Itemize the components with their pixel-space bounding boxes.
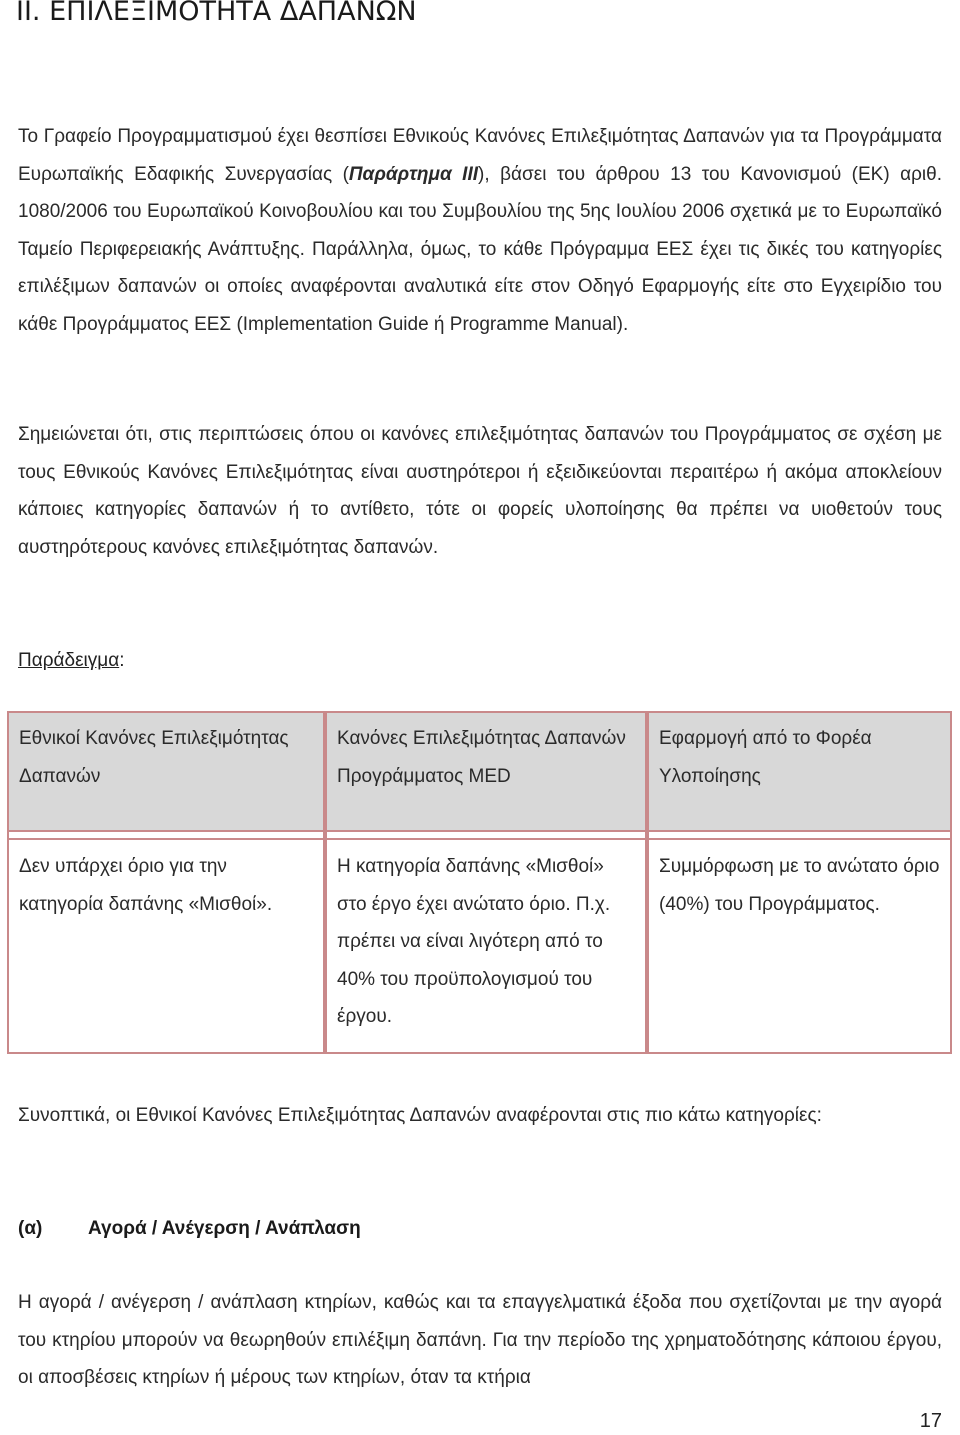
- example-label-text: Παράδειγμα: [18, 650, 120, 671]
- table-cell: Συμμόρφωση με το ανώτατο όριο (40%) του Προγράμματος.: [647, 838, 952, 1054]
- table-header-row: [7, 711, 952, 832]
- table-cell: Η κατηγορία δαπάνης «Μισθοί» στο έργο έχει ανώτατο όριο. Π.χ. πρέπει να είναι λιγότερη από το 40% του προϋπολογισμού του έργου.: [325, 838, 647, 1054]
- table-row: [7, 838, 952, 1054]
- section-heading: II. ΕΠΙΛΕΞΙΜΟΤΗΤΑ ΔΑΠΑΝΩΝ: [16, 0, 417, 27]
- subsection-title: Αγορά / Ανέγερση / Ανάπλαση: [88, 1218, 361, 1239]
- subsection-heading: [18, 1210, 361, 1247]
- paragraph-note: Σημειώνεται ότι, στις περιπτώσεις όπου οι κανόνες επιλεξιμότητας δαπανών του Προγράμματος σε σχέση με τους Εθνικούς Κανόνες Επιλεξιμότητας είναι αυστηρότεροι ή εξειδικεύονται περαιτέρω ή ακόμα αποκλείουν κάποιες κατηγορίες δαπανών ή το αντίθετο, τότε οι φορείς υλοποίησης θα πρέπει να υιοθετούν τους αυστηρότερους κανόνες επιλεξιμότητας δαπανών.: [18, 424, 942, 558]
- paragraph-intro-text-1: Το Γραφείο Προγραμματισμού έχει θεσπίσει Εθνικούς Κανόνες Επιλεξιμότητας Δαπανών για τα Προγράμματα Ευρωπαϊκής Εδαφικής Συνεργασίας (: [18, 126, 942, 185]
- paragraph-intro: [18, 118, 942, 343]
- example-table: [7, 711, 952, 1054]
- subsection-marker: (α): [18, 1218, 43, 1239]
- example-table-grid: [7, 711, 952, 1054]
- paragraph-summary: Συνοπτικά, οι Εθνικοί Κανόνες Επιλεξιμότητας Δαπανών αναφέρονται στις πιο κάτω κατηγορίες:: [18, 1105, 822, 1126]
- table-header-cell: Εφαρμογή από το Φορέα Υλοποίησης: [647, 711, 952, 832]
- table-cell: Δεν υπάρχει όριο για την κατηγορία δαπάνης «Μισθοί».: [7, 838, 325, 1054]
- example-label: [18, 642, 124, 679]
- table-header-cell: Εθνικοί Κανόνες Επιλεξιμότητας Δαπανών: [7, 711, 325, 832]
- annex-reference: Παράρτημα ΙΙΙ: [348, 163, 479, 185]
- table-header-cell: Κανόνες Επιλεξιμότητας Δαπανών Προγράμματος MED: [325, 711, 647, 832]
- paragraph-intro-text-2: ), βάσει του άρθρου 13 του Κανονισμού (ΕΚ) αριθ. 1080/2006 του Ευρωπαϊκού Κοινοβουλίου και του Συμβουλίου της 5ης Ιουλίου 2006 σχετικά με το Ευρωπαϊκό Ταμείο Περιφερειακής Ανάπτυξης. Παράλληλα, όμως, το κάθε Πρόγραμμα ΕΕΣ έχει τις δικές του κατηγορίες επιλέξιμων δαπανών οι οποίες αναφέρονται αναλυτικά είτε στον Οδηγό Εφαρμογής είτε στο Εγχειρίδιο του κάθε Προγράμματος ΕΕΣ (Implementation Guide ή Programme Manual).: [18, 163, 942, 335]
- page-number: 17: [919, 1410, 942, 1432]
- paragraph-purchase: Η αγορά / ανέγερση / ανάπλαση κτηρίων, καθώς και τα επαγγελματικά έξοδα που σχετίζονται με την αγορά του κτηρίου μπορούν να θεωρηθούν επιλέξιμη δαπάνη. Για την περίοδο της χρηματοδότησης κάποιου έργου, οι αποσβέσεις κτηρίων ή μέρους των κτηρίων, όταν τα κτήρια: [18, 1292, 942, 1388]
- example-label-colon: :: [119, 650, 125, 671]
